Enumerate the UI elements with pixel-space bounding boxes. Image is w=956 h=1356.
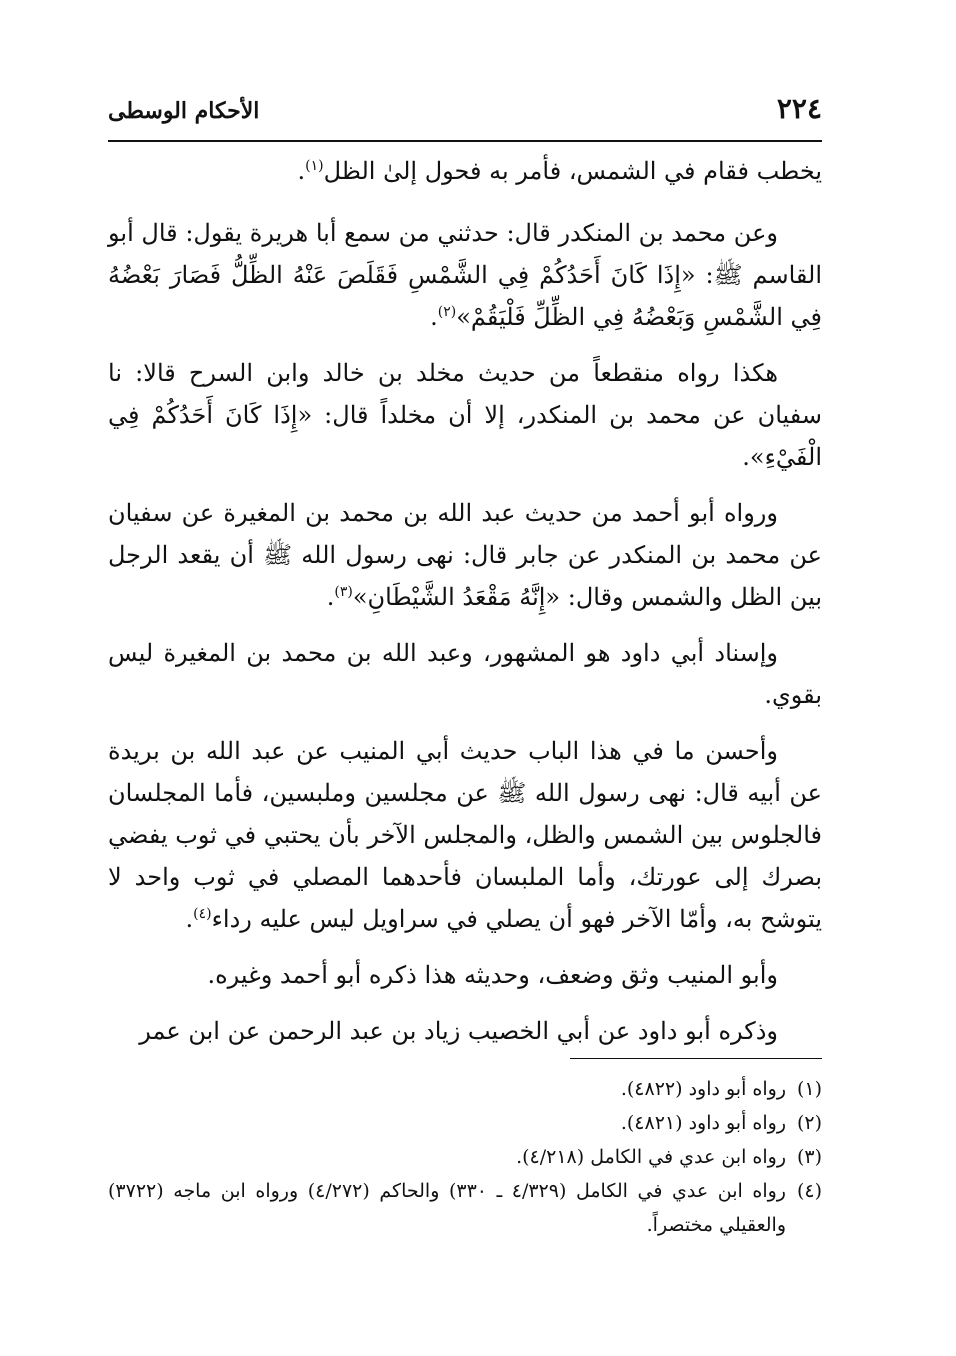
footnote-number: (٣)	[796, 1146, 822, 1168]
footnote-number: (١)	[796, 1078, 822, 1100]
footnote-rule	[570, 1058, 822, 1059]
footnote	[108, 1106, 822, 1140]
page-header	[108, 92, 822, 125]
paragraph: وذكره أبو داود عن أبي الخصيب زياد بن عبد الرحمن عن ابن عمر	[139, 1017, 778, 1045]
paragraph: يخطب فقام في الشمس، فأمر به فحول إلىٰ الظل$^{(١)}$.	[297, 157, 822, 185]
page-number: ٢٢٤	[776, 92, 822, 125]
footnote-marker: (١)	[305, 158, 324, 174]
footnote-marker: (٣)	[334, 584, 353, 600]
paragraph: وأحسن ما في هذا الباب حديث أبي المنيب عن عبد الله بن بريدة عن أبيه قال: نهى رسول الله ﷺ عن مجلسين وملبسين، فأما المجلسان فالجلوس بين الشمس والظل، والمجلس الآخر بأن يحتبي في ثوب يفضي بصرك إلى عورتك، وأما الملبسان فأحدهما المصلي في ثوب واحد لا يتوشح به، وأمّا الآخر فهو أن يصلي في سراويل ليس عليه رداء$^{(٤)}$.	[108, 737, 822, 933]
paragraph: هكذا رواه منقطعاً من حديث مخلد بن خالد وابن السرح قالا: نا سفيان عن محمد بن المنكدر، إلا أن مخلداً قال: «إِذَا كَانَ أَحَدُكُمْ فِي الْفَيْءِ».	[108, 359, 822, 471]
footnote-marker: (٤)	[193, 906, 212, 922]
footnote-text: رواه ابن عدي في الكامل (٤/٢١٨).	[516, 1146, 786, 1168]
footnote-marker: (٢)	[437, 304, 457, 320]
main-text	[108, 150, 822, 1066]
footnote	[108, 1174, 822, 1242]
footnote-number: (٤)	[796, 1180, 822, 1202]
footnote	[108, 1072, 822, 1106]
paragraph: وإسناد أبي داود هو المشهور، وعبد الله بن محمد بن المغيرة ليس بقوي.	[108, 639, 822, 709]
paragraph: وأبو المنيب وثق وضعف، وحديثه هذا ذكره أبو أحمد وغيره.	[207, 961, 778, 989]
footnote-text: رواه أبو داود (٤٨٢١).	[620, 1112, 786, 1134]
paragraph: وعن محمد بن المنكدر قال: حدثني من سمع أبا هريرة يقول: قال أبو القاسم ﷺ: «إِذَا كَانَ أَحَدُكُمْ فِي الشَّمْسِ فَقَلَصَ عَنْهُ الظِّلُّ فَصَارَ بَعْضُهُ فِي الشَّمْسِ وَبَعْضُهُ فِي الظِّلِّ فَلْيَقُمْ»$^{(٢)}$.	[108, 219, 822, 331]
footnote-number: (٢)	[796, 1112, 822, 1134]
book-title: الأحكام الوسطى	[108, 98, 260, 124]
footnote-text: رواه ابن عدي في الكامل (٤/٣٢٩ ـ ٣٣٠) والحاكم (٤/٢٧٢) ورواه ابن ماجه (٣٧٢٢) والعقيلي مختصراً.	[108, 1180, 786, 1236]
header-rule	[108, 140, 822, 142]
footnote-text: رواه أبو داود (٤٨٢٢).	[620, 1078, 786, 1100]
paragraph: ورواه أبو أحمد من حديث عبد الله بن محمد بن المغيرة عن سفيان عن محمد بن المنكدر عن جابر قال: نهى رسول الله ﷺ أن يقعد الرجل بين الظل والشمس وقال: «إِنَّهُ مَقْعَدُ الشَّيْطَانِ»$^{(٣)}$.	[108, 499, 822, 611]
footnote	[108, 1140, 822, 1174]
footnotes	[108, 1072, 822, 1242]
